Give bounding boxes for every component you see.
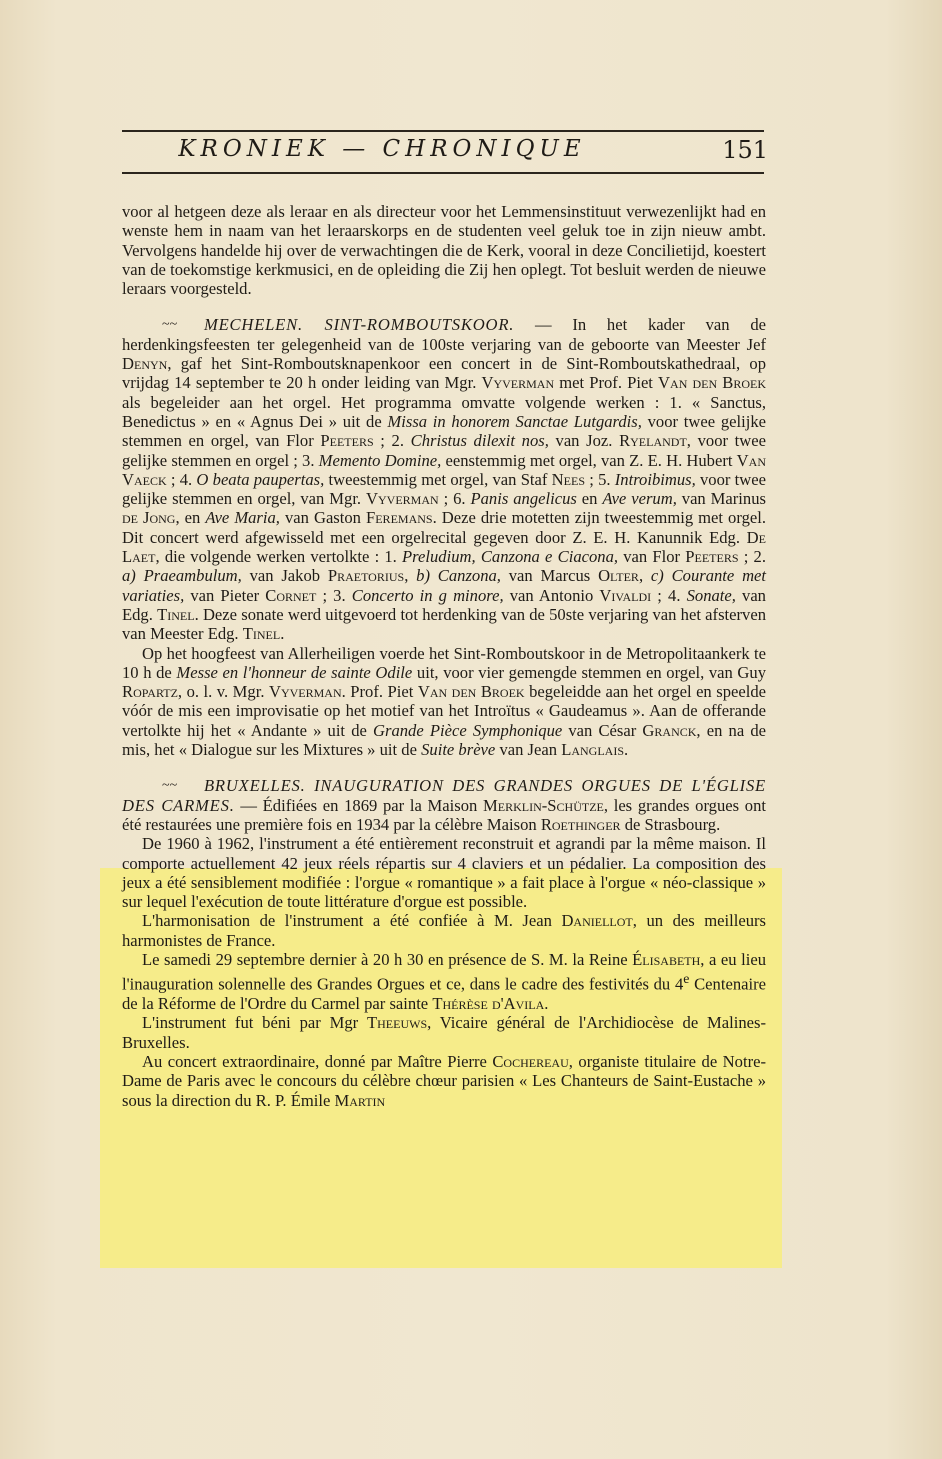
name-feremans: Feremans	[366, 508, 433, 528]
header-rule-top	[122, 130, 764, 132]
name-therese-avila: Thérèse d'Avila	[432, 994, 545, 1014]
work-title: Courante met variaties,	[122, 566, 767, 605]
name-cornet: Cornet	[265, 585, 317, 605]
name-olter: Olter	[598, 566, 639, 586]
name-tinel: Tinel	[157, 604, 195, 624]
mechelen-heading: MECHELEN. SINT-ROMBOUTSKOOR.	[204, 315, 515, 335]
work-title: Missa in honorem Sanctae Lutgardis,	[387, 411, 642, 431]
intro-paragraph: voor al hetgeen deze als leraar en als directeur voor het Lemmensinstituut verwezenlijkt had en wenste hem in naam van het leraarskorps en de studenten veel geluk toe in zijn nieuw ambt. Vervolgens handelde hij over de verwachtingen die de Kerk, vooral in deze Concilietijd, koestert van de toekomstige kerkmusici, en de opleiding die Zij hen oplegt. Tot besluit werden de nieuwe leraars voorgesteld.	[122, 202, 766, 299]
bruxelles-heading: BRUXELLES. INAUGURATION DES GRANDES ORGUES DE L'ÉGLISE DES CARMES.	[122, 776, 766, 815]
name-cochereau: Cochereau	[492, 1052, 569, 1071]
bruxelles-paragraph-6: Au concert extraordinaire, donné par Maître Pierre Cochereau, organiste titulaire de Notre-Dame de Paris avec le concours du célèbre chœur parisien « Les Chanteurs de Saint-Eustache » sous la direction du R. P. Émile Martin	[122, 1052, 766, 1110]
section-gap	[122, 759, 766, 776]
work-title: O beata paupertas,	[196, 469, 325, 489]
name-merklin-schutze: Merklin-Schütze	[483, 795, 604, 815]
work-title: Panis angelicus	[470, 489, 577, 509]
name-peeters: Peeters	[320, 431, 374, 451]
work-title: Introibimus,	[614, 469, 696, 489]
name-de-jong: de Jong	[122, 508, 176, 528]
name-franck: Granck	[642, 720, 697, 740]
mechelen-paragraph-1: ~~ MECHELEN. SINT-ROMBOUTSKOOR. — In het kader van de herdenkingsfeesten ter gelegenheid van de 100ste verjaring van de geboorte van Meester Jef Denyn, gaf het Sint-Romboutsknapenkoor een concert in de Sint-Romboutskathedraal, op vrijdag 14 september te 20 h onder leiding van Mgr. Vyverman met Prof. Piet Van den Broek als begeleider aan het orgel. Het programma omvatte volgende werken : 1. « Sanctus, Benedictus » en « Agnus Dei » uit de Missa in honorem Sanctae Lutgardis, voor twee gelijke stemmen en orgel, van Flor Peeters ; 2. Christus dilexit nos, van Joz. Ryelandt, voor twee gelijke stemmen en orgel ; 3. Memento Domine, eenstemmig met orgel, van Z. E. H. Hubert Van Vaeck ; 4. O beata paupertas, tweestemmig met orgel, van Staf Nees ; 5. Introibimus, voor twee gelijke stemmen en orgel, van Mgr. Vyverman ; 6. Panis angelicus en Ave verum, van Marinus de Jong, en Ave Maria, van Gaston Feremans. Deze drie motetten zijn tweestemmig met orgel. Dit concert werd afgewisseld met een orgelrecital gegeven door Z. E. H. Kanunnik Edg. De Laet, die volgende werken vertolkte : 1. Preludium, Canzona e Ciacona, van Flor Peeters ; 2. a) Praeambulum, van Jakob Praetorius, b) Canzona, van Marcus Olter, c) Courante met variaties, van Pieter Cornet ; 3. Concerto in g minore, van Antonio Vivaldi ; 4. Sonate, van Edg. Tinel. Deze sonate werd uitgevoerd tot herdenking van de 50ste verjaring van het afsterven van Meester Edg. Tinel.	[122, 315, 767, 644]
name-praetorius: Praetorius	[327, 566, 405, 586]
work-title: Concerto in g minore,	[351, 585, 504, 605]
section-gap	[122, 298, 766, 315]
work-title: Messe en l'honneur de sainte Odile	[176, 662, 413, 682]
work-title: Ave Maria,	[205, 508, 280, 528]
name-vyverman: Vyverman	[481, 373, 555, 393]
superscript: e	[683, 971, 690, 987]
work-title: Grande Pièce Symphonique	[373, 720, 563, 740]
work-title: Ave verum,	[602, 489, 677, 509]
work-title: Suite brève	[421, 740, 496, 760]
name-daniellot: Daniellot	[561, 911, 633, 931]
header-rule-bottom	[122, 172, 764, 174]
name-van-den-broek: Van den Broek	[417, 682, 525, 702]
bruxelles-paragraph-2: De 1960 à 1962, l'instrument a été entièrement reconstruit et agrandi par la même maison. Il comporte actuellement 42 jeux réels répartis sur 4 claviers et un pédalier. La composition des jeux a été sensiblement modifiée : l'orgue « romantique » a fait place à l'orgue « néo-classique » sur lequel l'exécution de toute littérature d'orgue est possible.	[122, 834, 766, 912]
name-langlais: Langlais	[561, 740, 624, 760]
work-title: Preludium, Canzona e Ciacona,	[402, 547, 619, 567]
name-roethinger: Roethinger	[540, 814, 621, 834]
work-title: Praeambulum,	[143, 566, 242, 586]
name-tinel: Tinel	[242, 624, 281, 644]
running-header-title: KRONIEK — CHRONIQUE	[178, 136, 586, 162]
name-elisabeth: Élisabeth	[632, 949, 701, 969]
name-vivaldi: Vivaldi	[599, 585, 652, 605]
name-van-vaeck: Van Vaeck	[122, 450, 766, 489]
mechelen-paragraph-2: Op het hoogfeest van Allerheiligen voerde het Sint-Romboutskoor in de Metropolitaankerk te 10 h de Messe en l'honneur de sainte Odile uit, voor vier gemengde stemmen en orgel, van Guy Ropartz, o. l. v. Mgr. Vyverman. Prof. Piet Van den Broek begeleidde aan het orgel en speelde vóór de mis een improvisatie op het motief van het Introïtus « Gaudeamus ». Aan de offerande vertolkte hij het « Andante » uit de Grande Pièce Symphonique van César Granck, en na de mis, het « Dialogue sur les Mixtures » uit de Suite brève van Jean Langlais.	[122, 643, 766, 760]
work-title: Sonate,	[686, 585, 736, 605]
name-nees: Nees	[551, 469, 585, 489]
name-de-laet: De Laet	[122, 527, 766, 567]
name-van-den-broek: Van den Broek	[658, 373, 766, 393]
name-ropartz: Ropartz	[122, 682, 178, 702]
name-vyverman: Vyverman	[268, 682, 342, 702]
page-number: 151	[722, 136, 768, 164]
name-denyn: Denyn	[122, 354, 168, 374]
name-theeuws: Theeuws	[366, 1013, 428, 1033]
article-body	[122, 202, 766, 1110]
name-ryelandt: Ryelandt	[619, 431, 687, 451]
name-vyverman: Vyverman	[366, 489, 439, 509]
work-title: Memento Domine,	[318, 450, 442, 470]
ornament-icon: ~~	[162, 778, 178, 794]
work-title: Christus dilexit nos,	[410, 431, 549, 451]
name-martin: Martin	[334, 1090, 386, 1110]
bruxelles-paragraph-5: L'instrument fut béni par Mgr Theeuws, Vicaire général de l'Archidiocèse de Malines-Bruxelles.	[122, 1013, 766, 1052]
work-title: Canzona,	[437, 566, 501, 586]
ornament-icon: ~~	[162, 317, 178, 333]
name-peeters: Peeters	[685, 547, 739, 567]
bruxelles-paragraph-4: Le samedi 29 septembre dernier à 20 h 30 en présence de S. M. la Reine Élisabeth, a eu lieu l'inauguration solennelle des Grandes Orgues et ce, dans le cadre des festivités du 4e Centenaire de la Réforme de l'Ordre du Carmel par sainte Thérèse d'Avila.	[122, 949, 766, 1014]
bruxelles-paragraph-1: ~~ BRUXELLES. INAUGURATION DES GRANDES ORGUES DE L'ÉGLISE DES CARMES. — Édifiées en 1869 par la Maison Merklin-Schütze, les grandes orgues ont été restaurées une première fois en 1934 par la célèbre Maison Roethinger de Strasbourg.	[122, 776, 766, 834]
bruxelles-paragraph-3: L'harmonisation de l'instrument a été confiée à M. Jean Daniellot, un des meilleurs harmonistes de France.	[122, 911, 766, 950]
